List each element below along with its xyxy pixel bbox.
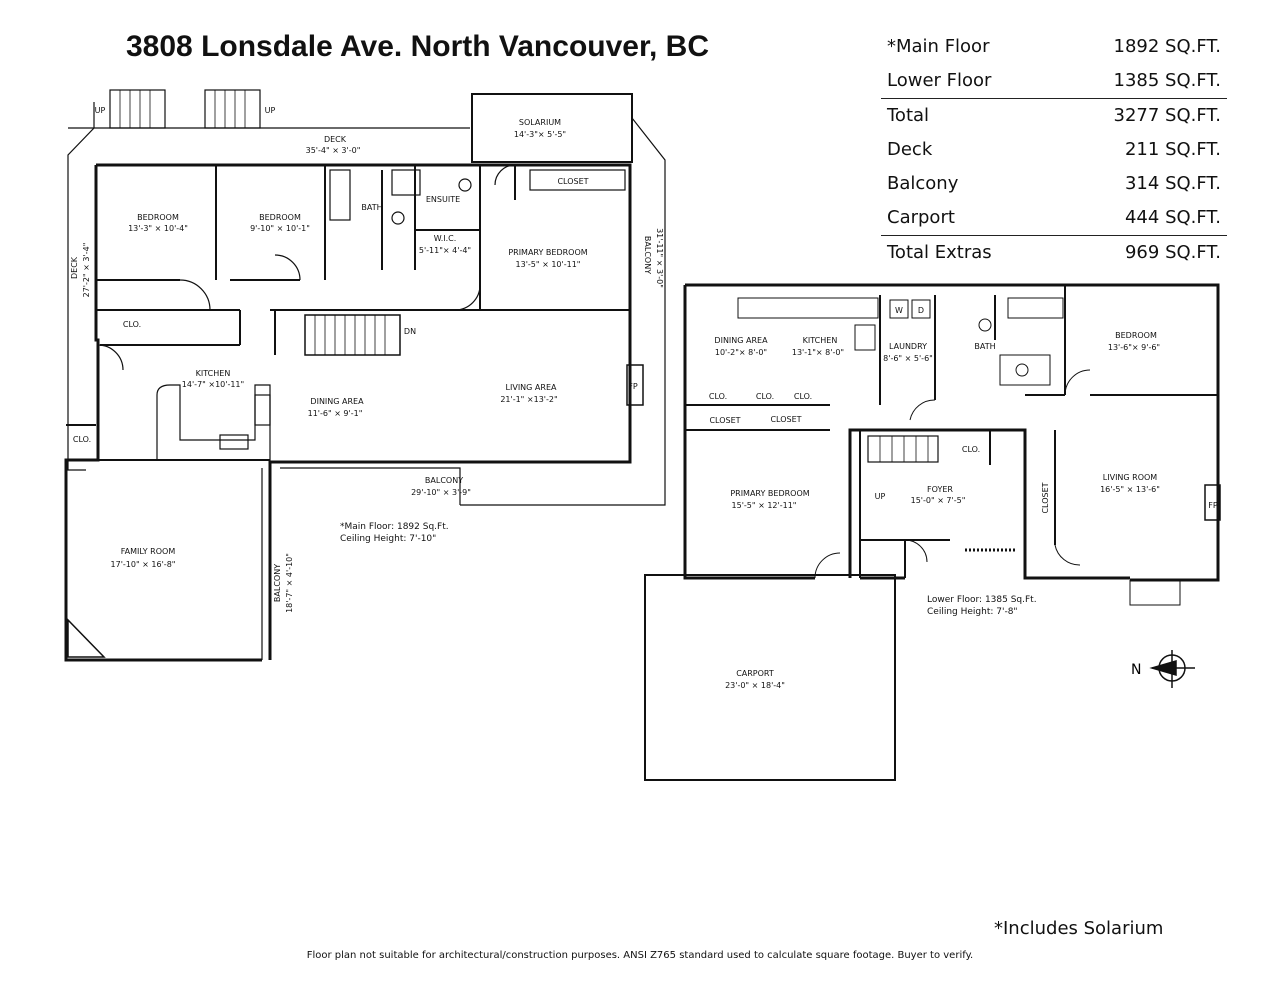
door-arc bbox=[1065, 370, 1090, 395]
room-name: BALCONY bbox=[424, 476, 464, 485]
room-name: SOLARIUM bbox=[518, 118, 562, 127]
solarium-outline bbox=[472, 94, 632, 162]
room-dims: 27'-2" × 3'-4" bbox=[82, 242, 91, 298]
kitchen-range bbox=[255, 395, 270, 425]
note-line: *Main Floor: 1892 Sq.Ft. bbox=[340, 522, 449, 532]
door-arc bbox=[275, 255, 300, 280]
door-arc bbox=[910, 400, 935, 420]
lower-exterior-left bbox=[685, 285, 815, 578]
label-up: UP bbox=[264, 106, 276, 115]
label-clo: CLO. bbox=[961, 445, 981, 454]
label-up: UP bbox=[94, 106, 106, 115]
stair-treads-top bbox=[120, 90, 245, 128]
room-dims: 11'-6" × 9'-1" bbox=[307, 409, 363, 418]
door-arc bbox=[98, 345, 123, 370]
bath-toilet bbox=[459, 179, 471, 191]
room-name: KITCHEN bbox=[195, 369, 231, 378]
door-arc bbox=[455, 285, 480, 310]
ensuite-toilet bbox=[392, 212, 404, 224]
room-name: FAMILY ROOM bbox=[120, 547, 176, 556]
area-label: *Main Floor bbox=[887, 36, 990, 57]
room-dims: 8'-6" × 5'-6" bbox=[883, 354, 933, 363]
room-name: PRIMARY BEDROOM bbox=[508, 248, 588, 257]
room-dims: 35'-4" × 3'-0" bbox=[305, 146, 361, 155]
note-line: Ceiling Height: 7'-10" bbox=[340, 534, 437, 544]
room-name: W.I.C. bbox=[433, 234, 457, 243]
room-name: KITCHEN bbox=[802, 336, 838, 345]
family-fireplace bbox=[68, 620, 104, 657]
balcony-bottom-outline bbox=[280, 468, 460, 505]
room-name: DECK bbox=[323, 135, 347, 144]
lower-exterior-wall bbox=[685, 285, 1218, 580]
room-dims: 14'-3"× 5'-5" bbox=[513, 130, 567, 139]
lower-kitchen-counter bbox=[738, 298, 878, 318]
area-value: 314 SQ.FT. bbox=[1124, 173, 1221, 194]
lower-tub bbox=[1008, 298, 1063, 318]
kitchen-sink bbox=[220, 435, 248, 449]
room-dims: 17'-10" × 16'-8" bbox=[110, 560, 176, 569]
room-dims: 31'-11" × 3'-0" bbox=[655, 228, 664, 288]
room-dims: 15'-0" × 7'-5" bbox=[910, 496, 966, 505]
room-name: DINING AREA bbox=[714, 336, 768, 345]
room-name: LIVING ROOM bbox=[1102, 473, 1158, 482]
room-dims: 23'-0" × 18'-4" bbox=[725, 681, 785, 690]
room-name: FOYER bbox=[927, 485, 953, 494]
room-dims: 13'-5" × 10'-11" bbox=[515, 260, 581, 269]
lower-shower bbox=[1000, 355, 1050, 385]
label-fp: FP bbox=[628, 382, 638, 391]
room-name: LIVING AREA bbox=[505, 383, 557, 392]
property-title: 3808 Lonsdale Ave. North Vancouver, BC bbox=[126, 30, 709, 63]
area-value: 3277 SQ.FT. bbox=[1113, 105, 1221, 126]
label-clo: CLO. bbox=[122, 320, 142, 329]
label-closet: CLOSET bbox=[709, 416, 741, 425]
area-label: Carport bbox=[887, 207, 955, 228]
room-dims: 14'-7" ×10'-11" bbox=[181, 380, 245, 389]
label-d: D bbox=[917, 306, 925, 315]
label-closet: CLOSET bbox=[1041, 482, 1050, 514]
room-dims: 10'-2"× 8'-0" bbox=[714, 348, 768, 357]
door-arc bbox=[1130, 580, 1180, 605]
room-dims: 5'-11"× 4'-4" bbox=[418, 246, 472, 255]
area-value: 1892 SQ.FT. bbox=[1113, 36, 1221, 57]
room-dims: 9'-10" × 10'-1" bbox=[250, 224, 310, 233]
room-name: BALCONY bbox=[273, 563, 282, 603]
deck-stairs-left bbox=[110, 90, 165, 128]
lower-stairs bbox=[868, 436, 938, 462]
room-dims: 18'-7" × 4'-10" bbox=[285, 553, 294, 613]
area-label: Lower Floor bbox=[887, 70, 992, 91]
room-name: ENSUITE bbox=[425, 195, 461, 204]
label-closet: CLOSET bbox=[770, 415, 802, 424]
label-clo: CLO. bbox=[72, 435, 92, 444]
room-dims: 16'-5" × 13'-6" bbox=[1100, 485, 1160, 494]
label-clo: CLO. bbox=[708, 392, 728, 401]
room-name: DECK bbox=[70, 256, 79, 280]
main-floor-note bbox=[340, 521, 449, 545]
label-w: W bbox=[895, 306, 903, 315]
room-dims: 21'-1" ×13'-2" bbox=[500, 395, 558, 404]
main-exterior-top bbox=[96, 165, 630, 660]
label-closet: CLOSET bbox=[557, 177, 589, 186]
door-arc bbox=[1055, 545, 1080, 565]
compass-label: N bbox=[1131, 662, 1142, 678]
lower-floor-note bbox=[927, 594, 1037, 618]
room-dims: 29'-10" × 3'-9" bbox=[411, 488, 471, 497]
room-name: BALCONY bbox=[643, 235, 652, 275]
note-line: Lower Floor: 1385 Sq.Ft. bbox=[927, 595, 1037, 605]
area-value: 211 SQ.FT. bbox=[1124, 139, 1221, 160]
room-name: BEDROOM bbox=[259, 213, 301, 222]
room-dims: 13'-3" × 10'-4" bbox=[128, 224, 188, 233]
note-line: Ceiling Height: 7'-8" bbox=[927, 607, 1018, 617]
area-label: Balcony bbox=[887, 173, 959, 194]
lower-range bbox=[855, 325, 875, 350]
area-label: Deck bbox=[887, 139, 933, 160]
label-fp: FP bbox=[1208, 501, 1218, 510]
label-clo: CLO. bbox=[755, 392, 775, 401]
label-up: UP bbox=[874, 492, 886, 501]
room-name: CARPORT bbox=[736, 669, 774, 678]
room-name: BATH bbox=[361, 203, 383, 212]
label-clo: CLO. bbox=[793, 392, 813, 401]
area-value: 444 SQ.FT. bbox=[1124, 207, 1221, 228]
room-name: BEDROOM bbox=[137, 213, 179, 222]
room-name: LAUNDRY bbox=[888, 342, 928, 351]
door-arc bbox=[905, 540, 927, 562]
lower-toilet bbox=[979, 319, 991, 331]
area-value: 1385 SQ.FT. bbox=[1113, 70, 1221, 91]
door-arc bbox=[495, 165, 515, 185]
room-dims: 15'-5" × 12'-11" bbox=[731, 501, 797, 510]
room-name: BEDROOM bbox=[1115, 331, 1157, 340]
room-dims: 13'-1"× 8'-0" bbox=[791, 348, 845, 357]
solarium-note: *Includes Solarium bbox=[994, 918, 1164, 939]
bath-tub bbox=[330, 170, 350, 220]
room-dims: 13'-6"× 9'-6" bbox=[1107, 343, 1161, 352]
area-value: 969 SQ.FT. bbox=[1124, 242, 1221, 263]
disclaimer-footer: Floor plan not suitable for architectural/construction purposes. ANSI Z765 standard used to calculate square footage. Buyer to verify. bbox=[306, 950, 974, 961]
north-compass-icon bbox=[1152, 650, 1195, 688]
room-name: PRIMARY BEDROOM bbox=[730, 489, 810, 498]
main-exterior-wall bbox=[66, 165, 262, 660]
deck-stairs-right bbox=[205, 90, 260, 128]
door-arc bbox=[180, 280, 210, 310]
label-dn: DN bbox=[403, 327, 417, 336]
main-interior-stairs bbox=[305, 315, 400, 355]
area-label: Total Extras bbox=[887, 242, 992, 263]
room-name: BATH bbox=[974, 342, 996, 351]
room-name: DINING AREA bbox=[310, 397, 364, 406]
kitchen-counter bbox=[157, 385, 270, 460]
area-label: Total bbox=[887, 105, 930, 126]
